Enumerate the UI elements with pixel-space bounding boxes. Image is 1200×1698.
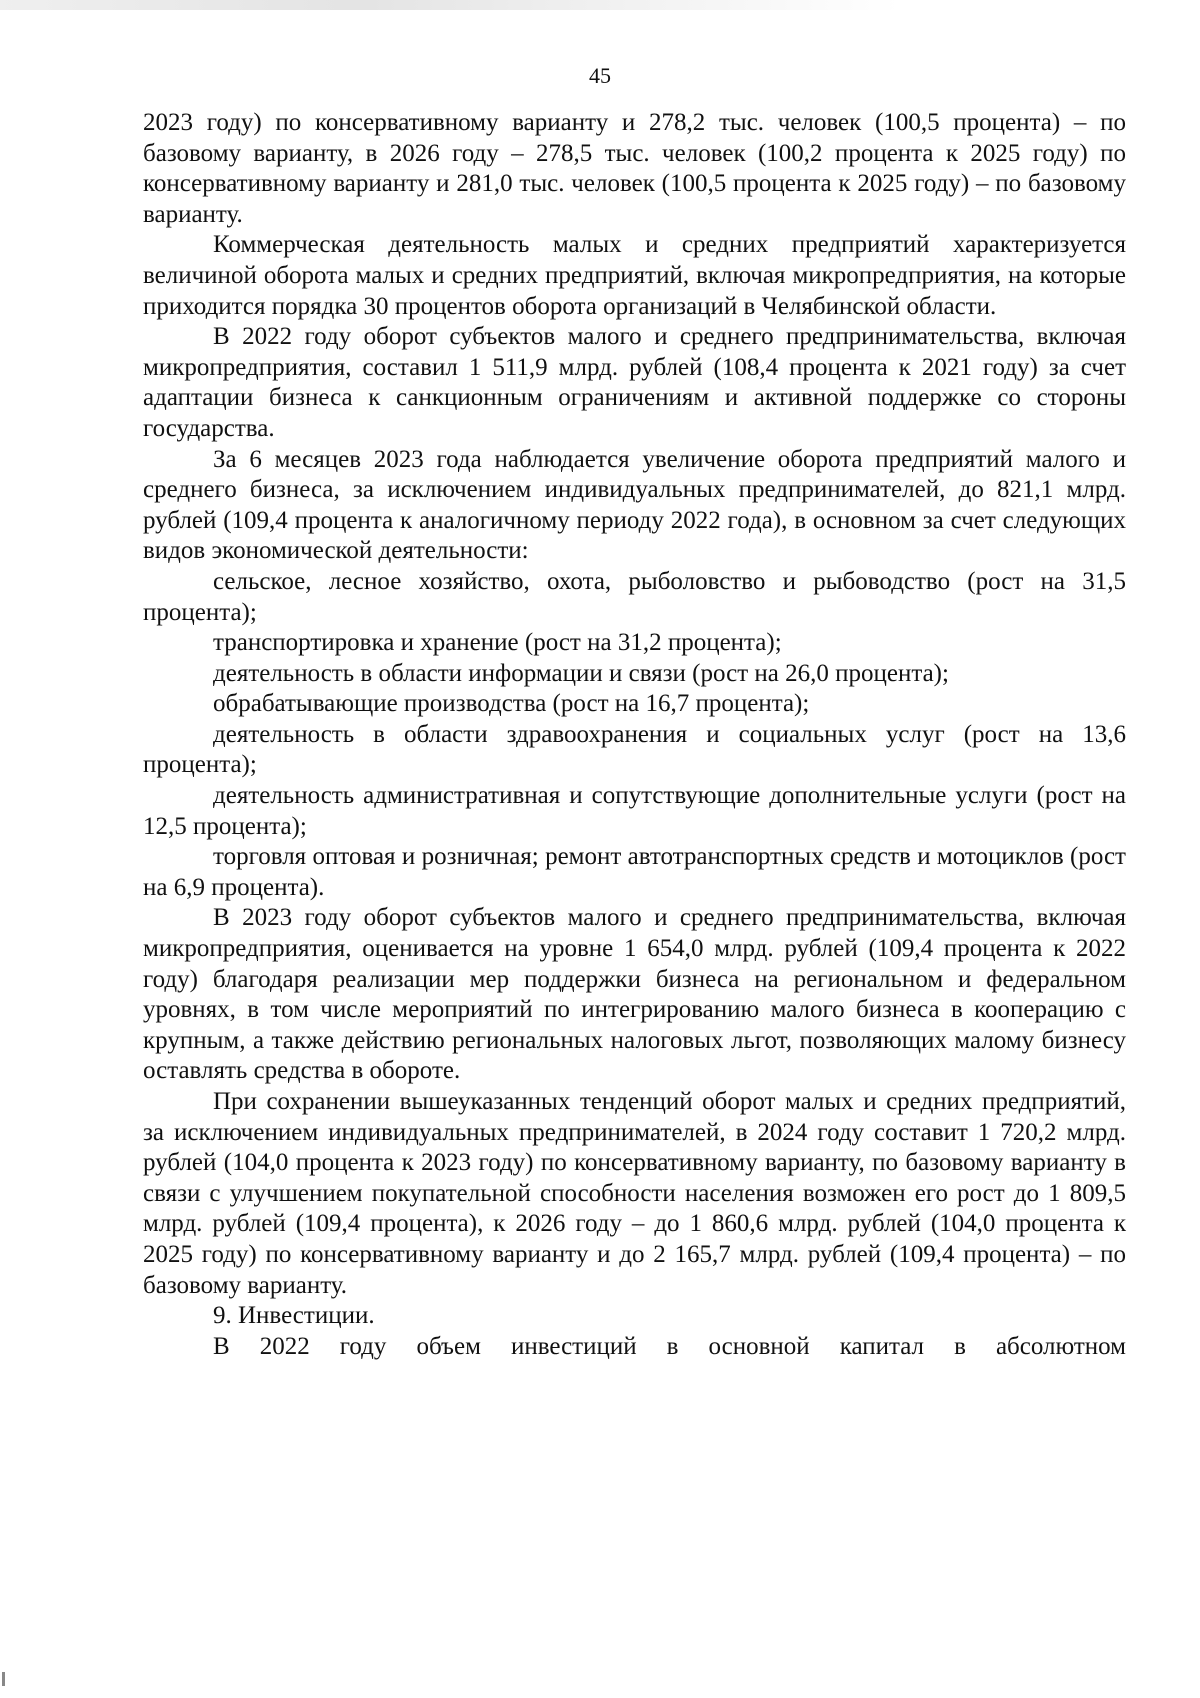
list-item-healthcare: деятельность в области здравоохранения и социальных услуг (рост на 13,6 процента); — [143, 720, 1126, 779]
list-item-administrative: деятельность административная и сопутствующие дополнительные услуги (рост на 12,5 процента); — [143, 782, 1126, 840]
section-heading-investments: 9. Инвестиции. — [213, 1302, 375, 1330]
paragraph-turnover-6-months-2023: За 6 месяцев 2023 года наблюдается увеличение оборота предприятий малого и среднего бизнеса, за исключением индивидуальных предпринимателей, до 821,1 млрд. рублей (109,4 процента к аналогичному периоду 2022 года), в основном за счет следующих видов экономической деятельности: — [143, 445, 1126, 565]
paragraph-turnover-2023: В 2023 году оборот субъектов малого и среднего предпринимательства, включая микропредприятия, оценивается на уровне 1 654,0 млрд. рублей (109,4 процента к 2022 году) благодаря реализации мер поддержки бизнеса на региональном и федеральном уровнях, в том числе мероприятий по интегрированию малого бизнеса в кооперацию с крупным, а также действию региональных налоговых льгот, позволяющих малому бизнесу оставлять средства в обороте. — [143, 904, 1126, 1085]
scan-margin-mark — [2, 1672, 5, 1686]
paragraph-turnover-2022: В 2022 году оборот субъектов малого и среднего предпринимательства, включая микропредприятия, составил 1 511,9 млрд. рублей (108,4 процента к 2021 году) за счет адаптации бизнеса к санкционным ограничениям и активной поддержке со стороны государства. — [143, 323, 1126, 442]
list-item-transport: транспортировка и хранение (рост на 31,2 процента); — [213, 629, 782, 657]
scan-edge — [0, 0, 900, 10]
list-item-manufacturing: обрабатывающие производства (рост на 16,7 процента); — [213, 690, 810, 718]
page-number: 45 — [589, 63, 611, 88]
paragraph-forecast: При сохранении вышеуказанных тенденций оборот малых и средних предприятий, за исключением индивидуальных предпринимателей, в 2024 году составит 1 720,2 млрд. рублей (104,0 процента к 2023 году) по консервативному варианту, по базовому варианту в связи с улучшением покупательной способности населения возможен его рост до 1 809,5 млрд. рублей (109,4 процента), к 2026 году – до 1 860,6 млрд. рублей (104,0 процента к 2025 году) по консервативному варианту и до 2 165,7 млрд. рублей (109,4 процента) – по базовому варианту. — [143, 1088, 1126, 1299]
list-item-trade: торговля оптовая и розничная; ремонт автотранспортных средств и мотоциклов (рост на 6,9 процента). — [143, 843, 1126, 901]
list-item-information: деятельность в области информации и связи (рост на 26,0 процента); — [213, 659, 949, 687]
paragraph-investments-2022: В 2022 году объем инвестиций в основной капитал в абсолютном — [213, 1332, 1126, 1360]
list-item-agriculture: сельское, лесное хозяйство, охота, рыболовство и рыбоводство (рост на 31,5 процента); — [143, 567, 1126, 626]
paragraph-continuation: 2023 году) по консервативному варианту и 278,2 тыс. человек (100,5 процента) – по базовому варианту, в 2026 году – 278,5 тыс. человек (100,2 процента к 2025 году) по консервативному варианту и 281,0 тыс. человек (100,5 процента к 2025 году) – по базовому варианту. — [143, 109, 1126, 228]
body-text — [143, 108, 1126, 1362]
paragraph-commercial-activity: Коммерческая деятельность малых и средних предприятий характеризуется величиной оборота малых и средних предприятий, включая микропредприятия, на которые приходится порядка 30 процентов оборота организаций в Челябинской области. — [143, 231, 1126, 320]
